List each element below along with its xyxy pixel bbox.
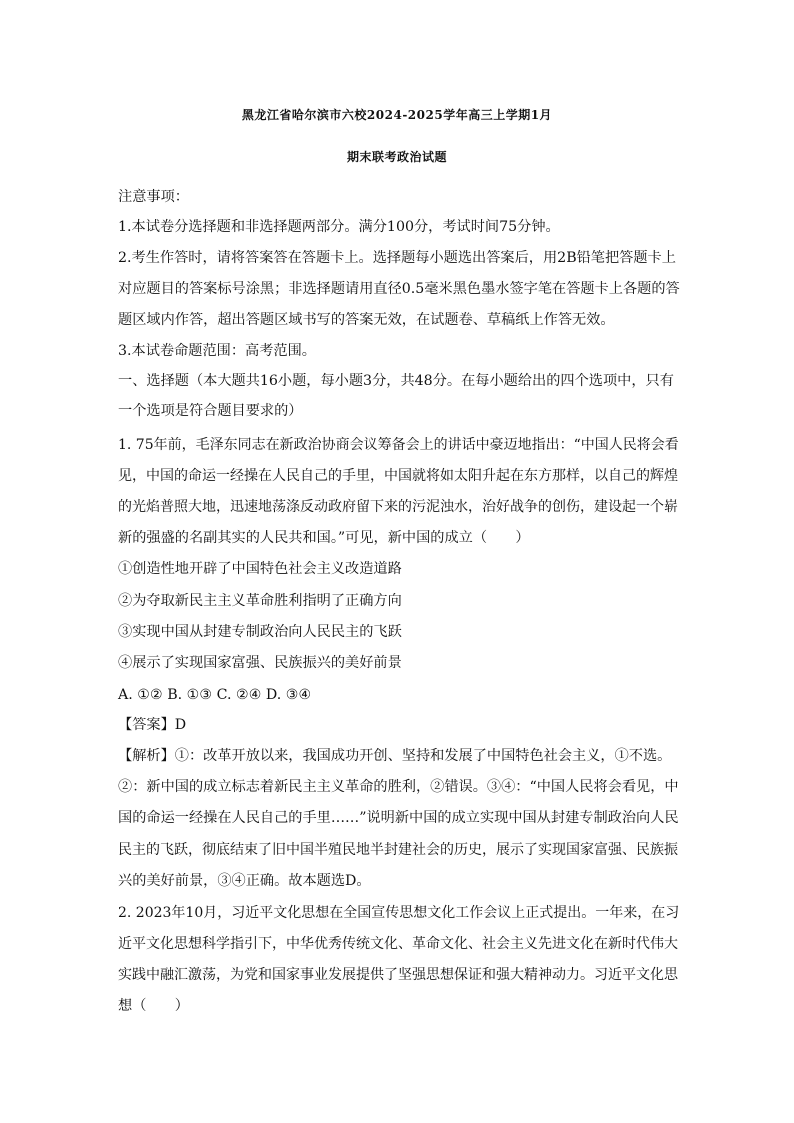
question-1-choices: A. ①② B. ①③ C. ②④ D. ③④ <box>118 687 312 703</box>
notice-item-2-line-2: 对应题目的答案标号涂黑；非选择题请用直径0.5毫米黑色墨水签字笔在答题卡上各题的答 <box>118 281 680 297</box>
question-2-stem-line-4: 想（ ） <box>118 998 189 1014</box>
notice-item-2-line-3: 题区域内作答，超出答题区域书写的答案无效，在试题卷、草稿纸上作答无效。 <box>118 312 615 328</box>
question-1-analysis-line-2: ②：新中国的成立标志着新民主主义革命的胜利，②错误。③④：“中国人民将会看见，中 <box>118 779 679 795</box>
question-1-stem-line-3: 的光焰普照大地，迅速地荡涤反动政府留下来的污泥浊水，治好战争的创伤，建设起一个崭 <box>118 499 678 515</box>
question-1-option-1: ①创造性地开辟了中国特色社会主义改造道路 <box>118 561 402 577</box>
notice-heading: 注意事项： <box>118 189 189 205</box>
section-heading-line-2: 一个选项是符合题目要求的） <box>118 403 303 419</box>
question-1-option-3: ③实现中国从封建专制政治向人民民主的飞跃 <box>118 624 402 640</box>
question-2-stem-line-1: 2. 2023年10月，习近平文化思想在全国宣传思想文化工作会议上正式提出。一年来，在习 <box>118 905 680 921</box>
question-1-analysis-line-3: 国的命运一经操在人民自己的手里……”说明新中国的成立实现中国从封建专制政治向人民 <box>118 810 679 826</box>
question-1-option-4: ④展示了实现国家富强、民族振兴的美好前景 <box>118 655 402 671</box>
question-1-stem-line-4: 新的强盛的名副其实的人民共和国。”可见，新中国的成立（ ） <box>118 530 530 546</box>
question-1-stem-line-1: 1. 75年前，毛泽东同志在新政治协商会议筹备会上的讲话中豪迈地指出：“中国人民将会看 <box>118 437 679 453</box>
question-2-stem-line-3: 实践中融汇激荡，为党和国家事业发展提供了坚强思想保证和强大精神动力。习近平文化思 <box>118 967 678 983</box>
question-1-analysis-line-5: 兴的美好前景，③④正确。故本题选D。 <box>118 873 371 889</box>
notice-item-1: 1.本试卷分选择题和非选择题两部分。满分100分，考试时间75分钟。 <box>118 219 560 235</box>
question-1-analysis-line-1: 【解析】①：改革开放以来，我国成功开创、坚持和发展了中国特色社会主义，①不选。 <box>118 748 672 764</box>
document-title-line-2: 期末联考政治试题 <box>346 150 447 164</box>
question-1-option-2: ②为夺取新民主主义革命胜利指明了正确方向 <box>118 593 402 609</box>
notice-item-3: 3.本试卷命题范围：高考范围。 <box>118 343 316 359</box>
question-1-analysis-line-4: 民主的飞跃，彻底结束了旧中国半殖民地半封建社会的历史，展示了实现国家富强、民族振 <box>118 842 678 858</box>
section-heading-line-1: 一、选择题（本大题共16小题，每小题3分，共48分。在每小题给出的四个选项中，只有 <box>118 373 674 389</box>
document-title-line-1: 黑龙江省哈尔滨市六校2024-2025学年高三上学期1月 <box>241 108 553 122</box>
question-1-stem-line-2: 见，中国的命运一经操在人民自己的手里，中国就将如太阳升起在东方那样，以自己的辉煌 <box>118 468 678 484</box>
question-1-answer: 【答案】D <box>118 717 187 733</box>
notice-item-2-line-1: 2.考生作答时，请将答案答在答题卡上。选择题每小题选出答案后，用2B铅笔把答题卡上 <box>118 250 676 266</box>
question-2-stem-line-2: 近平文化思想科学指引下，中华优秀传统文化、革命文化、社会主义先进文化在新时代伟大 <box>118 936 678 952</box>
